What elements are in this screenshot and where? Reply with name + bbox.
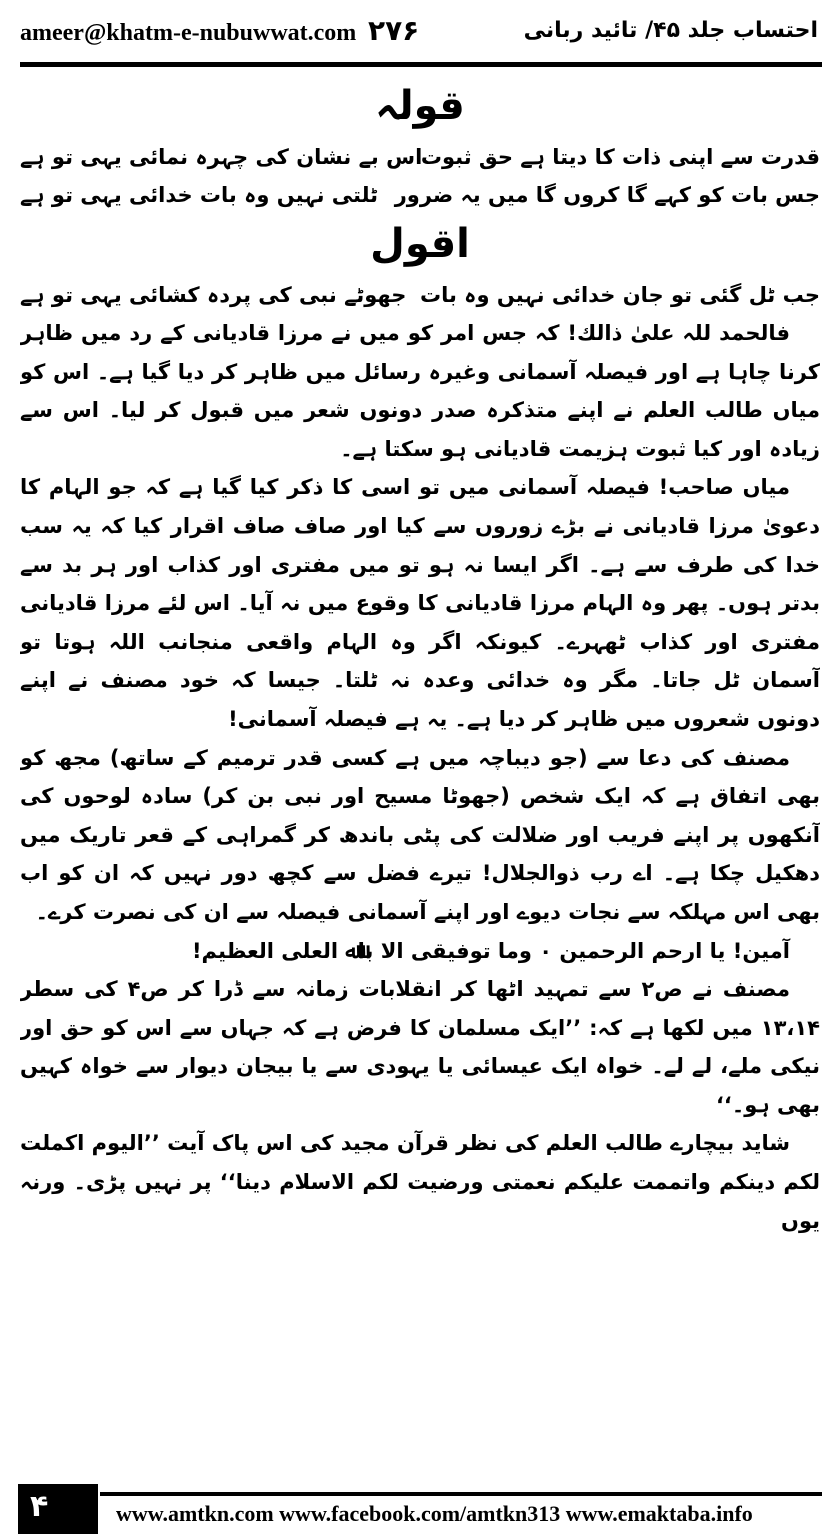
paragraph: مصنف کی دعا سے (جو دیباچہ میں ہے کسی قدر ترمیم کے ساتھ) مجھ کو بھی اتفاق ہے کہ ایک شخص (جھوٹا مسیح اور نبی بن کر) سادہ لوحوں کی آنکھوں پر اپنے فریب اور ضلالت کی پٹی باندھ کر گمراہی کے قعر تاریک میں دھکیل چکا ہے۔ اے رب ذوالجلال! تیرے فضل سے کچھ دور نہیں کہ ان کو اب بھی اس مہلکہ سے نجات دیوے اور اپنے آسمانی فیصلہ سے ان کی نصرت کرے۔ — [20, 745, 820, 924]
couplet-line — [20, 176, 820, 214]
couplet-first-half: قدرت سے اپنی ذات کا دیتا ہے حق ثبوت — [420, 145, 820, 169]
footer-page-number: ۴ — [18, 1484, 98, 1534]
couplet-second-half: اس بے نشان کی چہرہ نمائی یہی تو ہے — [20, 145, 423, 169]
page-header — [0, 0, 840, 68]
header-title: احتساب جلد ۴۵/ تائید ربانی — [523, 18, 818, 43]
aqool-heading: اقول — [370, 221, 470, 267]
paragraph: شاید بیچارے طالب العلم کی نظر قرآن مجید کی اس پاک آیت ’’الیوم اکملت لکم دینکم واتممت علیکم نعمتی ورضیت لکم الاسلام دینا‘‘ پر نہیں پڑی۔ ورنہ یوں — [20, 1131, 820, 1233]
header-rule — [20, 62, 822, 67]
couplet-second-half: ٹلتی نہیں وہ بات خدائی یہی تو ہے — [20, 183, 379, 207]
qaula-heading: قولہ — [375, 83, 465, 129]
paragraph: آمین! یا ارحم الرحمین ۰ وما توفیقی الا باﷲ العلی العظیم! — [191, 938, 790, 963]
paragraph: فالحمد للہ علیٰ ذالك! کہ جس امر کو میں نے مرزا قادیانی کے رد میں ظاہر کرنا چاہا ہے اور فیصلہ آسمانی وغیرہ رسائل میں ظاہر کر دیا گیا ہے۔ اس کو میاں طالب العلم نے اپنے متذکرہ صدر دونوں شعر میں قبول کر لیا۔ اس سے زیادہ اور کیا ثبوت ہزیمت قادیانی ہو سکتا ہے۔ — [20, 321, 820, 461]
page-footer — [0, 1470, 840, 1540]
paragraph: مصنف نے ص۲ سے تمہید اٹھا کر انقلابات زمانہ سے ڈرا کر ص۴ کی سطر ۱۳،۱۴ میں لکھا ہے کہ: ’’ایک مسلمان کا فرض ہے کہ جہاں سے اس کو حق اور نیکی ملے، لے لے۔ خواہ ایک عیسائی یا یہودی سے یا بیجان دیوار سے خواہ کہیں بھی ہو۔‘‘ — [20, 977, 820, 1117]
paragraph: میاں صاحب! فیصلہ آسمانی میں تو اسی کا ذکر کیا گیا ہے کہ جو الہام کا دعویٰ مرزا قادیانی نے بڑے زوروں سے کیا اور صاف صاف اقرار کیا کہ یہ سب خدا کی طرف سے ہے۔ اگر ایسا نہ ہو تو میں مفتری اور کذاب اور ہر بد سے بدتر ہوں۔ پھر وہ الہام مرزا قادیانی کا وقوع میں نہ آیا۔ اس لئے مرزا قادیانی مفتری اور کذاب ٹھہرے۔ کیونکہ اگر وہ الہام واقعی منجانب اللہ ہوتا تو آسمان ٹل جاتا۔ مگر وہ خدائی وعدہ نہ ٹلتا۔ جیسا کہ خود مصنف نے اپنے دونوں شعروں میں ظاہر کر دیا ہے۔ یہ ہے فیصلہ آسمانی! — [20, 475, 820, 731]
couplet-first-half: جب ٹل گئی تو جان خدائی نہیں وہ بات — [420, 283, 820, 307]
footer-rule — [100, 1492, 822, 1496]
header-email: ameer@khatm-e-nubuwwat.com — [20, 20, 357, 46]
couplet-second-half: جھوٹے نبی کی پردہ کشائی یہی تو ہے — [20, 283, 407, 307]
page-body — [20, 76, 820, 1460]
footer-urls: www.amtkn.com www.facebook.com/amtkn313 www.emaktaba.info — [116, 1501, 753, 1526]
couplet-first-half: جس بات کو کہے گا کروں گا میں یہ ضرور — [394, 183, 820, 207]
couplet-line — [20, 276, 820, 314]
couplet-line — [20, 138, 820, 176]
header-page-number: ۲۷۶ — [368, 14, 420, 47]
